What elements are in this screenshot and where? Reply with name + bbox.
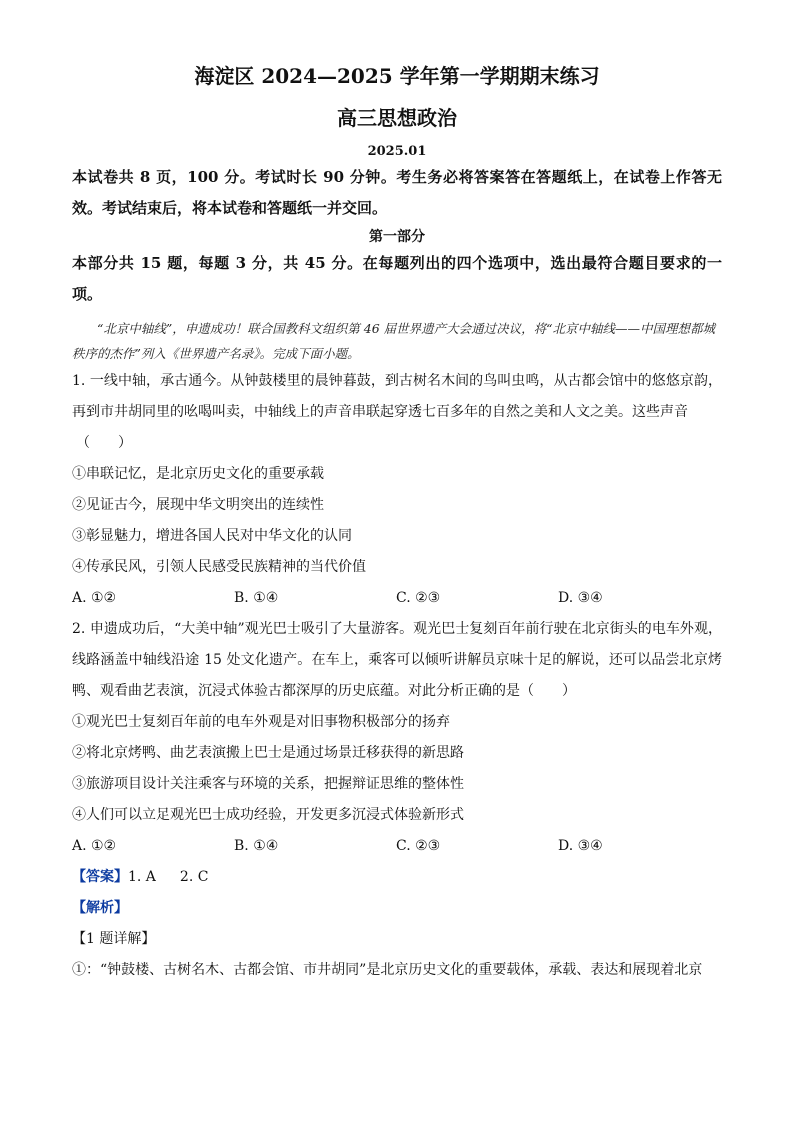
question-1-option-b[interactable]: B. ①④ [234, 590, 279, 606]
question-1-option-d[interactable]: D. ③④ [558, 590, 603, 606]
question-1-blank: （ ） [76, 435, 132, 451]
question-1-option-a[interactable]: A. ①② [72, 590, 117, 606]
page-title: 海淀区 2024—2025 学年第一学期期末练习 [194, 64, 600, 88]
question-1-statement-4: ④传承民风，引领人民感受民族精神的当代价值 [72, 559, 366, 575]
question-2-option-a[interactable]: A. ①② [72, 838, 117, 854]
question-2-statement-4: ④人们可以立足观光巴士成功经验，开发更多沉浸式体验新形式 [72, 807, 464, 823]
question-2-text: 2. 申遗成功后，“大美中轴”观光巴士吸引了大量游客。观光巴士复刻百年前行驶在北京街头的电车外观，线路涵盖中轴线沿途 15 处文化遗产。在车上，乘客可以倾听讲解员京味十足的解说，还可以品尝北京烤鸭、观看曲艺表演，沉浸式体验古都深厚的历史底蕴。对此分析正确的是（ ） [72, 621, 722, 699]
analysis-detail-tag: 【1 题详解】 [72, 931, 156, 947]
question-1-statement-1: ①串联记忆，是北京历史文化的重要承载 [72, 466, 324, 482]
question-1-options [72, 583, 722, 614]
question-2-option-d[interactable]: D. ③④ [558, 838, 603, 854]
exam-instructions: 本试卷共 8 页，100 分。考试时长 90 分钟。考生务必将答案答在答题纸上，在试卷上作答无效。考试结束后，将本试卷和答题纸一并交回。 [72, 168, 722, 217]
question-1-option-c[interactable]: C. ②③ [396, 590, 441, 606]
section-intro: 本部分共 15 题，每题 3 分，共 45 分。在每题列出的四个选项中，选出最符合题目要求的一项。 [72, 254, 722, 303]
answer-1: 1. A [128, 869, 156, 885]
exam-date: 2025.01 [367, 144, 427, 159]
question-1 [72, 366, 722, 614]
question-2-statement-2: ②将北京烤鸭、曲艺表演搬上巴士是通过场景迁移获得的新思路 [72, 745, 464, 761]
analysis-tag: 【解析】 [72, 900, 128, 916]
page-subtitle: 高三思想政治 [337, 106, 457, 130]
answer-line [72, 862, 722, 893]
answer-tag: 【答案】 [72, 869, 128, 885]
question-2-statement-3: ③旅游项目设计关注乘客与环境的关系，把握辩证思维的整体性 [72, 776, 464, 792]
answer-2: 2. C [179, 869, 209, 885]
question-1-text: 1. 一线中轴，承古通今。从钟鼓楼里的晨钟暮鼓，到古树名木间的鸟叫虫鸣，从古都会馆中的悠悠京韵，再到市井胡同里的吆喝叫卖，中轴线上的声音串联起穿透七百多年的自然之美和人文之美。这些声音 [72, 373, 722, 420]
question-2-option-c[interactable]: C. ②③ [396, 838, 441, 854]
question-2-options [72, 831, 722, 862]
exam-page [72, 62, 722, 986]
reading-material: “北京中轴线”，申遗成功！联合国教科文组织第 46 届世界遗产大会通过决议，将“北京中轴线——中国理想都城秩序的杰作”列入《世界遗产名录》。完成下面小题。 [72, 321, 716, 361]
analysis-detail-text: ①：“钟鼓楼、古树名木、古都会馆、市井胡同”是北京历史文化的重要载体，承载、表达和展现着北京 [72, 962, 703, 978]
question-1-statement-3: ③彰显魅力，增进各国人民对中华文化的认同 [72, 528, 352, 544]
question-2-statement-1: ①观光巴士复刻百年前的电车外观是对旧事物积极部分的扬弃 [72, 714, 450, 730]
question-2 [72, 614, 722, 862]
section-heading: 第一部分 [369, 229, 425, 245]
question-1-statement-2: ②见证古今，展现中华文明突出的连续性 [72, 497, 324, 513]
question-2-option-b[interactable]: B. ①④ [234, 838, 279, 854]
